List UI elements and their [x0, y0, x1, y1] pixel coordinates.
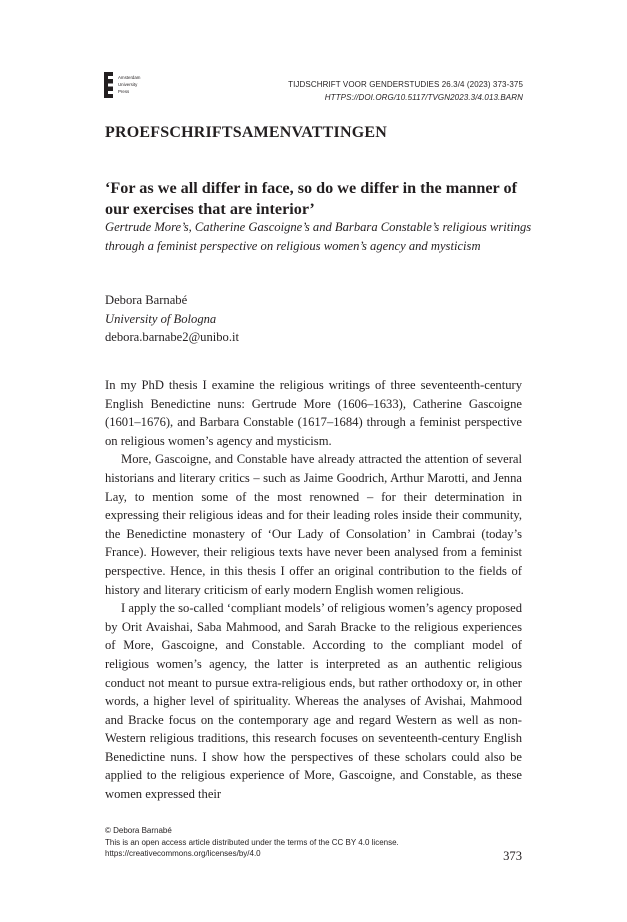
article-title: ‘For as we all differ in face, so do we differ in the manner of our exercises that are interior’ — [105, 179, 517, 218]
article-subtitle: Gertrude More’s, Catherine Gascoigne’s and Barbara Constable’s religious writings through a feminist perspective on religious women’s agency and mysticism — [105, 220, 532, 253]
article-body — [105, 376, 522, 804]
copyright-notice: © Debora Barnabé — [105, 826, 172, 835]
publisher-name-line: Press — [118, 89, 130, 94]
body-paragraph: I apply the so-called ‘compliant models’ of religious women’s agency proposed by Orit Avaishai, Saba Mahmood, and Sarah Bracke to the religious experiences of More, Gascoigne, and Constable. According to the compliant model of religious women’s agency, the latter is interpreted as an authentic religious conduct not meant to pursue extra-religious ends, but rather orthodoxy or, in other words, a higher level of spirituality. Whereas the analyses of Avishai, Mahmood and Bracke focus on the contemporary age and regard Western as well as non-Western religious traditions, this research focuses on seventeenth-century English Benedictine nuns. I show how the perspectives of these scholars could also be applied to the religious experience of More, Gascoigne, and Constable, as these women expressed their — [105, 601, 522, 802]
author-block — [105, 291, 239, 347]
page-footer — [105, 825, 399, 860]
section-title: PROEFSCHRIFTSAMENVATTINGEN — [105, 124, 387, 141]
body-paragraph: More, Gascoigne, and Constable have already attracted the attention of several historians and literary critics – such as Jaime Goodrich, Arthur Marotti, and Jenna Lay, to mention some of the most renowned – for their determination in expressing their religious ideas and for their leading roles inside their community, the Benedictine monastery of ‘Our Lady of Consolation’ in Cambrai (today’s France). However, their religious texts have never been analysed from a feminist perspective. Hence, in this thesis I offer an original contribution to the fields of history and literary criticism of early modern English women religious. — [105, 452, 522, 597]
license-notice: This is an open access article distributed under the terms of the CC BY 4.0 license. — [105, 837, 399, 847]
aup-logo-mark-icon — [104, 72, 113, 98]
body-paragraph: In my PhD thesis I examine the religious writings of three seventeenth-century English Benedictine nuns: Gertrude More (1606–1633), Catherine Gascoigne (1601–1676), and Barbara Constable (1617–1684) through a feminist perspective on religious women’s agency and mysticism. — [105, 378, 522, 448]
publisher-logo — [104, 72, 164, 98]
journal-citation: TIJDSCHRIFT VOOR GENDERSTUDIES 26.3/4 (2023) 373-375 — [288, 80, 523, 89]
license-link[interactable]: https://creativecommons.org/licenses/by/4.0 — [105, 849, 261, 859]
publisher-name — [118, 74, 140, 95]
publisher-name-line: Amsterdam — [118, 75, 141, 80]
author-name: Debora Barnabé — [105, 293, 188, 307]
author-affiliation: University of Bologna — [105, 311, 217, 326]
doi-link[interactable]: HTTPS://DOI.ORG/10.5117/TVGN2023.3/4.013.BARN — [324, 93, 523, 102]
page-number: 373 — [503, 849, 522, 863]
author-email[interactable]: debora.barnabe2@unibo.it — [105, 330, 239, 345]
journal-header — [288, 78, 523, 104]
publisher-name-line: University — [118, 82, 138, 87]
